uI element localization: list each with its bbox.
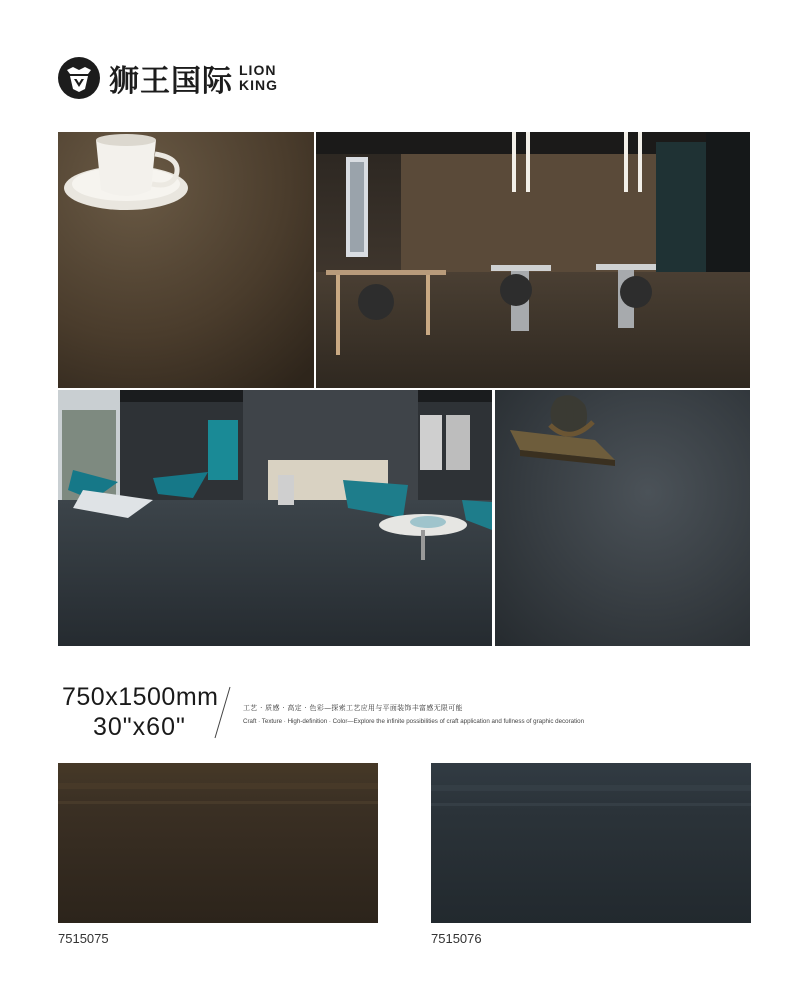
photo-restaurant <box>316 132 750 388</box>
swatch-slate <box>431 763 751 923</box>
divider-slash <box>212 686 232 740</box>
brand-name-en <box>239 63 278 93</box>
brand-name-en-line1: LION <box>239 62 277 78</box>
size-inch: 30"x60" <box>93 713 186 741</box>
brand-name-cn: 狮王国际 <box>109 64 233 99</box>
size-mm: 750x1500mm <box>62 683 219 711</box>
photo-coffee-cup <box>58 132 314 388</box>
photo-anchor <box>495 390 750 646</box>
description-en: Craft · Texture · High-definition · Color—Explore the infinite possibilities of craft application and fullness of graphic decoration <box>243 718 585 725</box>
brand-logo <box>57 55 278 101</box>
brand-name-en-line2: KING <box>239 77 278 93</box>
product-code-1: 7515075 <box>58 931 109 946</box>
swatch-bronze <box>58 763 378 923</box>
product-code-2: 7515076 <box>431 931 482 946</box>
lion-king-emblem-icon <box>57 56 101 100</box>
photo-lounge <box>58 390 492 646</box>
description-cn: 工艺 · 质感 · 高定 · 色彩—探索工艺应用与平面装饰丰富感无限可能 <box>243 704 463 712</box>
